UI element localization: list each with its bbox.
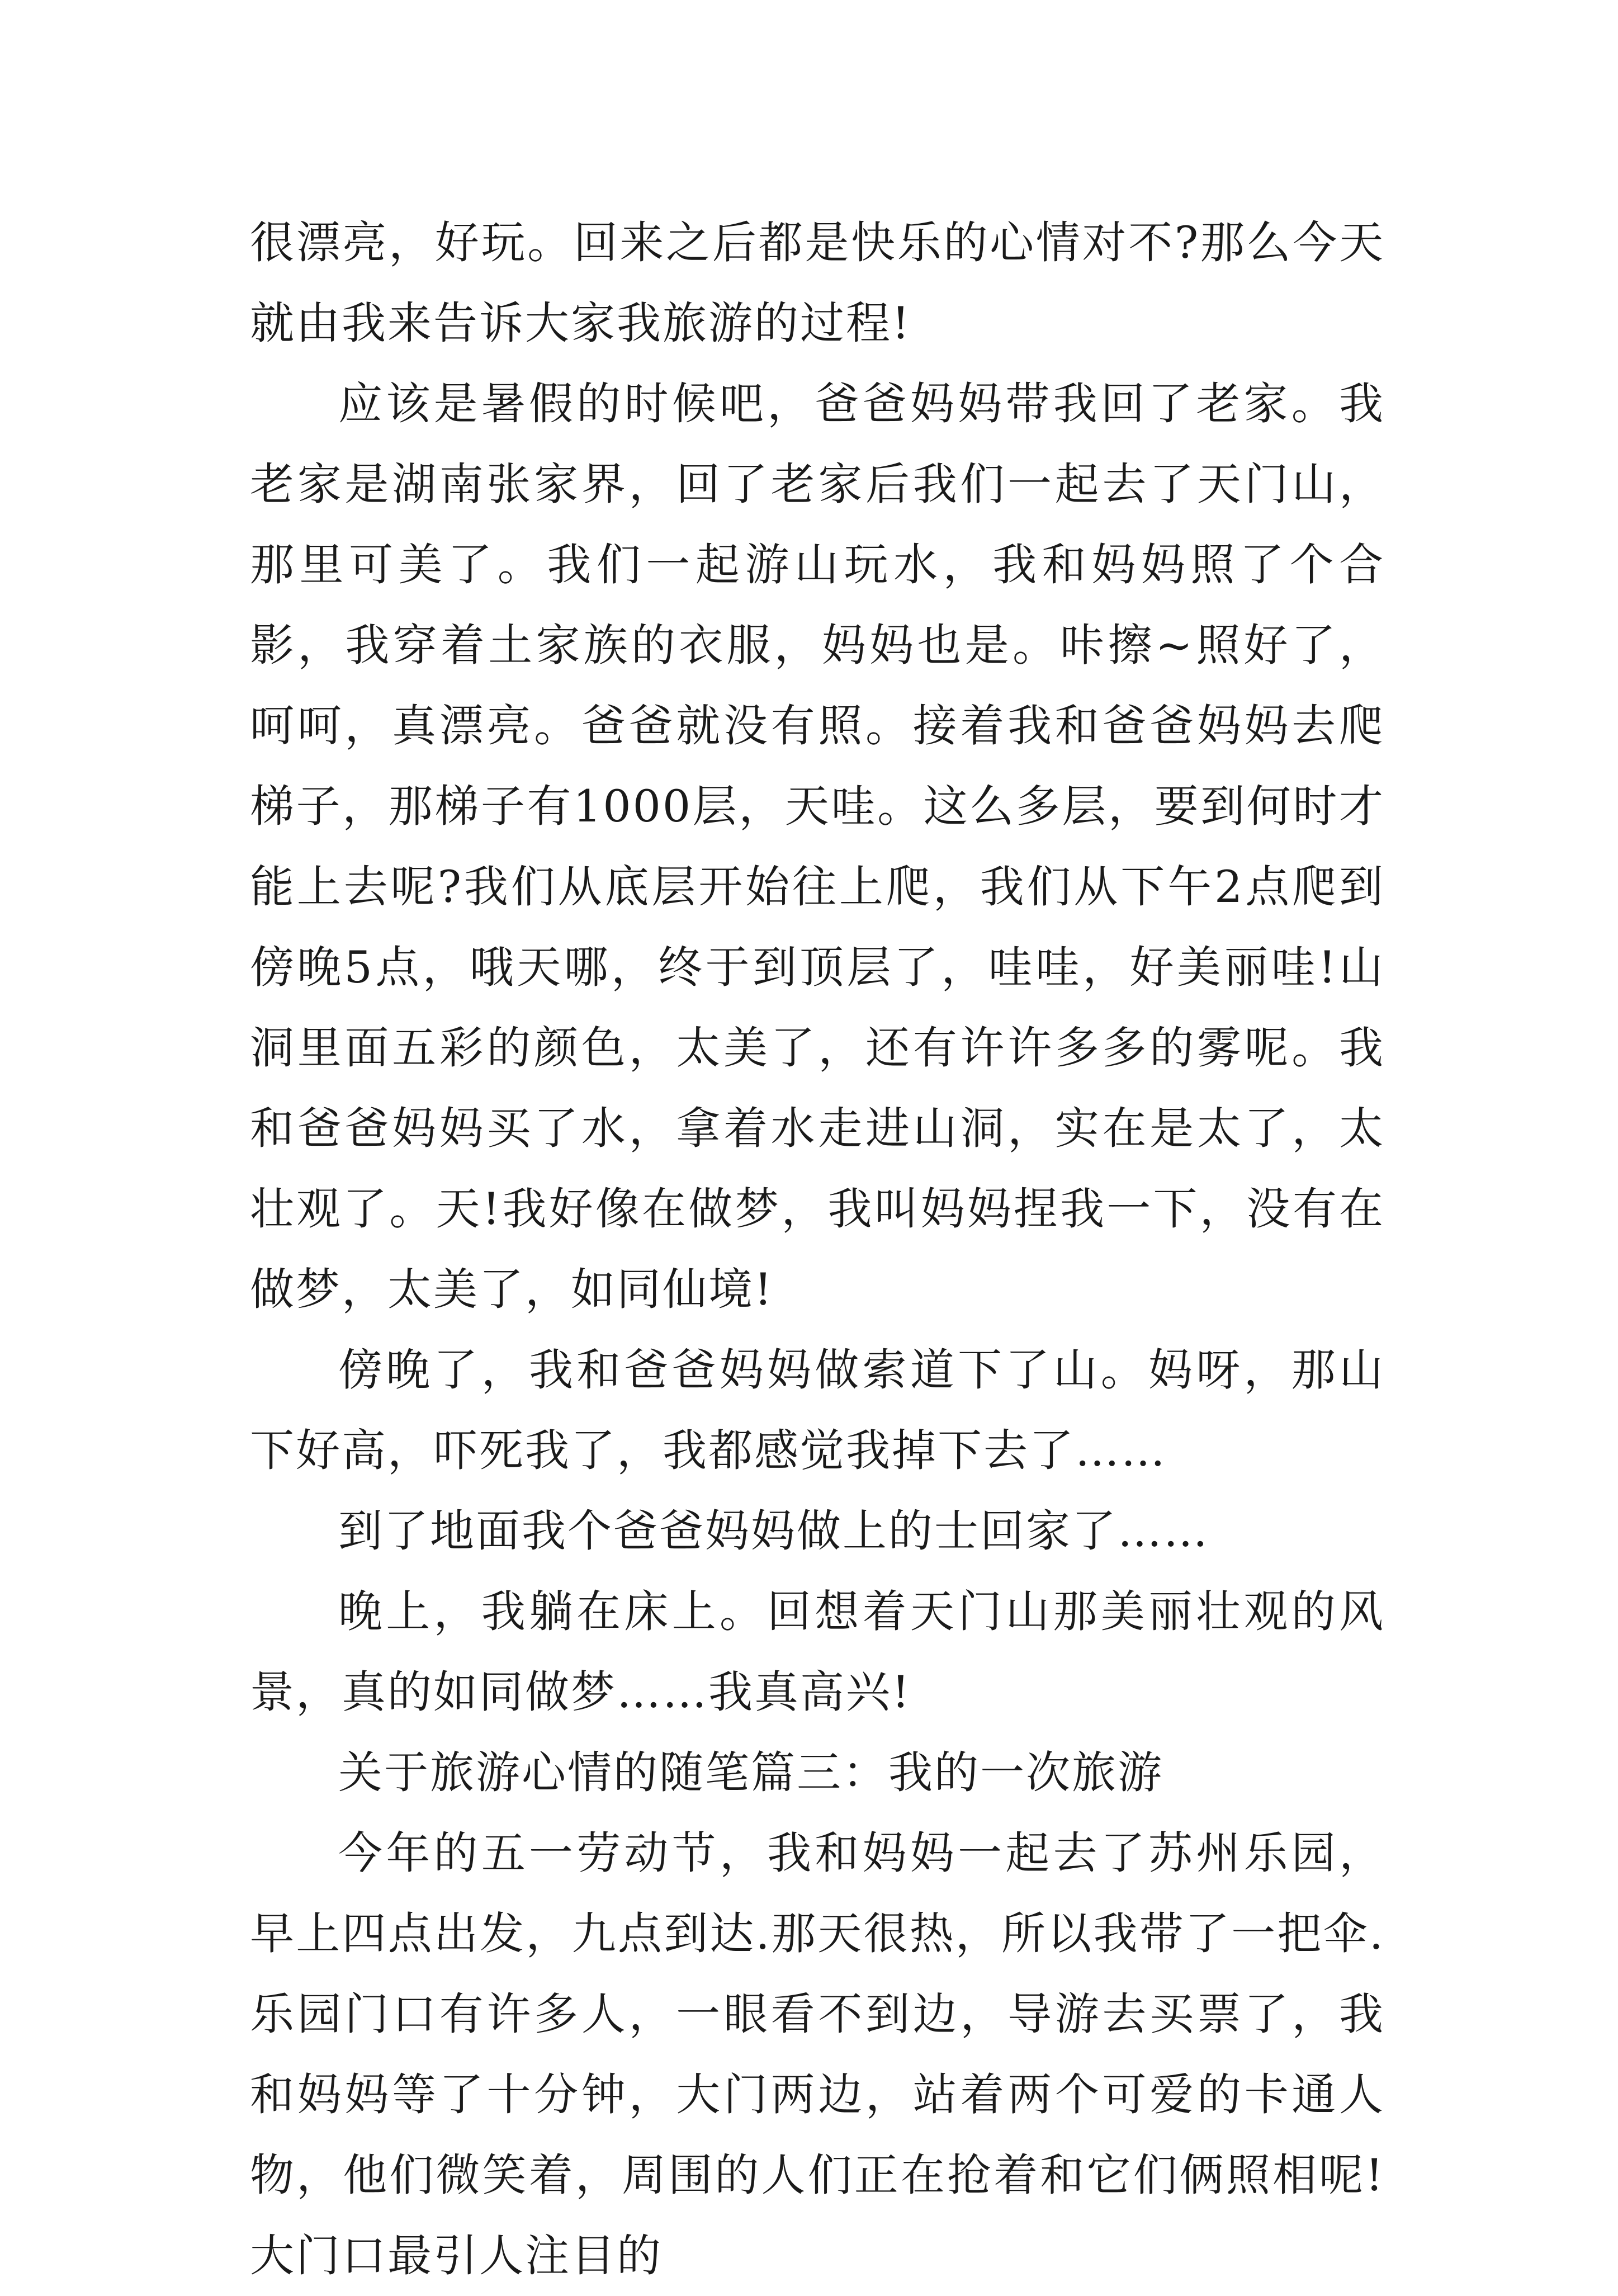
paragraph-3: 傍晚了，我和爸爸妈妈做索道下了山。妈呀，那山下好高，吓死我了，我都感觉我掉下去了…… (250, 1344, 1385, 1476)
section-heading: 关于旅游心情的随笔篇三：我的一次旅游 (338, 1747, 1163, 1798)
paragraph-6: 今年的五一劳动节，我和妈妈一起去了苏州乐园，早上四点出发，九点到达.那天很热，所以我带了一把伞.乐园门口有许多人，一眼看不到边，导游去买票了，我和妈妈等了十分钟，大门两边，站着两个可爱的卡通人物，他们微笑着，周围的人们正在抢着和它们俩照相呢!大门口最引人注目的 (250, 1827, 1385, 2281)
paragraph-1: 很漂亮，好玩。回来之后都是快乐的心情对不?那么今天就由我来告诉大家我旅游的过程! (250, 217, 1385, 349)
body-text (250, 202, 1385, 2296)
paragraph-5: 晚上，我躺在床上。回想着天门山那美丽壮观的风景，真的如同做梦……我真高兴! (250, 1586, 1385, 1718)
paragraph-4: 到了地面我个爸爸妈妈做上的士回家了…… (338, 1505, 1209, 1557)
paragraph-2: 应该是暑假的时候吧，爸爸妈妈带我回了老家。我老家是湖南张家界，回了老家后我们一起去了天门山，那里可美了。我们一起游山玩水，我和妈妈照了个合影，我穿着土家族的衣服，妈妈也是。咔擦~照好了，呵呵，真漂亮。爸爸就没有照。接着我和爸爸妈妈去爬梯子，那梯子有1000层，天哇。这么多层，要到何时才能上去呢?我们从底层开始往上爬，我们从下午2点爬到傍晚5点，哦天哪，终于到顶层了，哇哇，好美丽哇!山洞里面五彩的颜色，太美了，还有许许多多的雾呢。我和爸爸妈妈买了水，拿着水走进山洞，实在是太了，太壮观了。天!我好像在做梦，我叫妈妈捏我一下，没有在做梦，太美了，如同仙境! (250, 378, 1385, 1315)
